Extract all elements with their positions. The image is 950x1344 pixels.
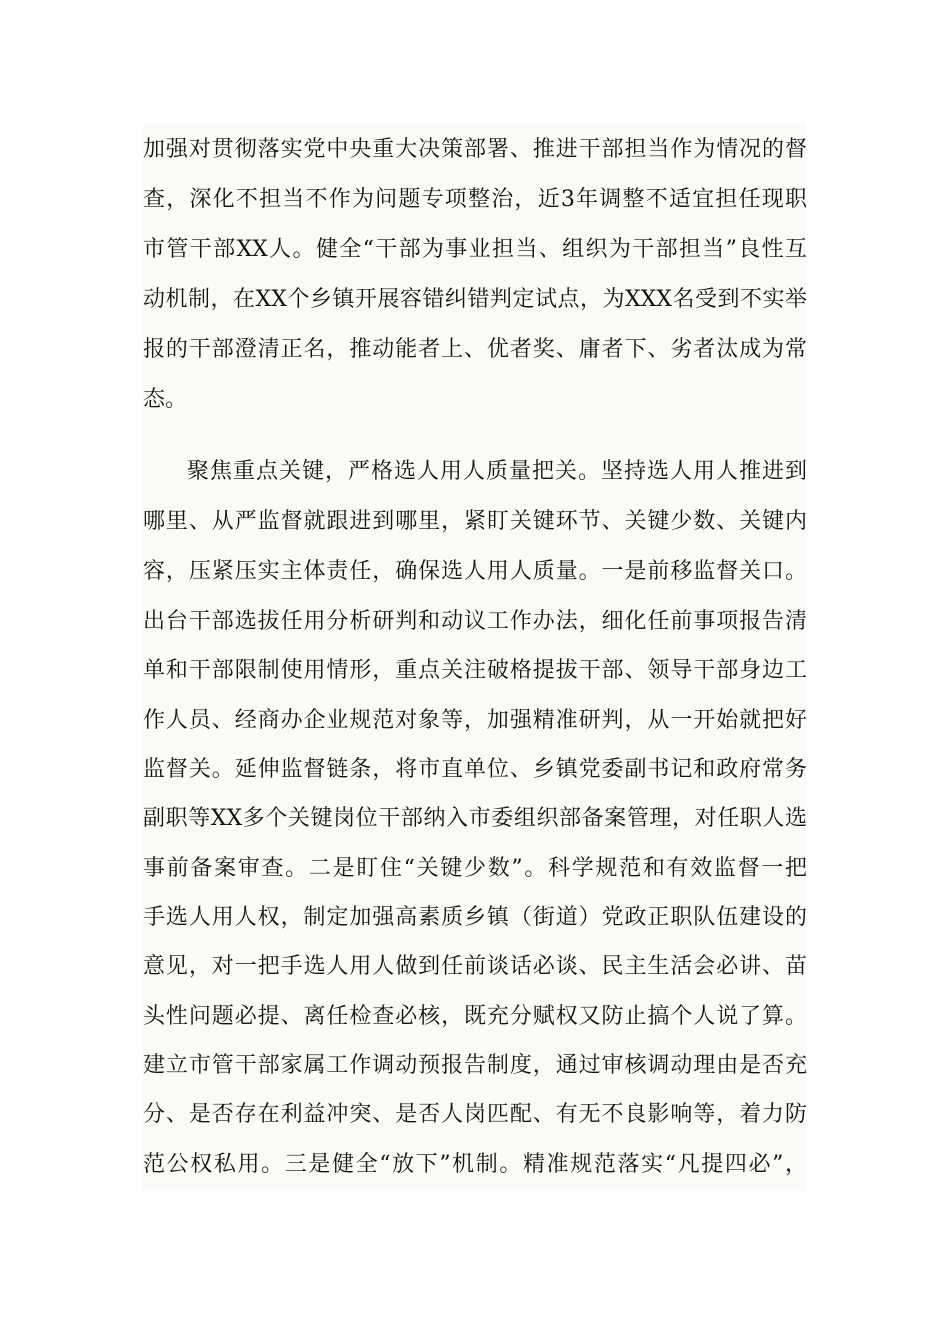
paragraph-1-line-2: 查，深化不担当不作为问题专项整治，近3年调整不适宜担任现职	[143, 187, 807, 212]
paragraph-2-line-10: 手选人用人权，制定加强高素质乡镇（街道）党政正职队伍建设的	[143, 905, 807, 930]
paragraph-2-line-6: 作人员、经商办企业规范对象等，加强精准研判，从一开始就把好	[143, 708, 807, 733]
paragraph-2-line-1: 聚焦重点关键，严格选人用人质量把关。坚持选人用人推进到	[187, 459, 807, 484]
paragraph-1-line-1: 加强对贯彻落实党中央重大决策部署、推进干部担当作为情况的督	[143, 137, 807, 162]
paragraph-2-line-5: 单和干部限制使用情形，重点关注破格提拔干部、领导干部身边工	[143, 658, 807, 683]
paragraph-2-line-9: 事前备案审查。二是盯住“关键少数”。科学规范和有效监督一把	[143, 856, 807, 881]
paragraph-2-line-15: 范公权私用。三是健全“放下”机制。精准规范落实“凡提四必”，	[143, 1152, 807, 1177]
paragraph-1-line-3: 市管干部XX人。健全“干部为事业担当、组织为干部担当”良性互	[143, 237, 807, 262]
paragraph-2-line-11: 意见，对一把手选人用人做到任前谈话必谈、民主生活会必讲、苗	[143, 954, 807, 979]
paragraph-2-line-12: 头性问题必提、离任检查必核，既充分赋权又防止搞个人说了算。	[143, 1004, 807, 1029]
paragraph-2-line-4: 出台干部选拔任用分析研判和动议工作办法，细化任前事项报告清	[143, 609, 807, 634]
paragraph-1-line-5: 报的干部澄清正名，推动能者上、优者奖、庸者下、劣者汰成为常	[143, 337, 807, 362]
paragraph-1-line-4: 动机制，在XX个乡镇开展容错纠错判定试点，为XXX名受到不实举	[143, 287, 808, 312]
paragraph-2-line-8: 副职等XX多个关键岗位干部纳入市委组织部备案管理，对任职人选	[143, 806, 807, 831]
paragraph-2-line-14: 分、是否存在利益冲突、是否人岗匹配、有无不良影响等，着力防	[143, 1102, 807, 1127]
paragraph-2-line-3: 容，压紧压实主体责任，确保选人用人质量。一是前移监督关口。	[143, 559, 807, 584]
paragraph-2-line-7: 监督关。延伸监督链条，将市直单位、乡镇党委副书记和政府常务	[143, 757, 807, 782]
paragraph-1-line-6: 态。	[143, 387, 188, 412]
paragraph-2-line-2: 哪里、从严监督就跟进到哪里，紧盯关键环节、关键少数、关键内	[143, 509, 807, 534]
paragraph-2-line-13: 建立市管干部家属工作调动预报告制度，通过审核调动理由是否充	[143, 1053, 807, 1078]
